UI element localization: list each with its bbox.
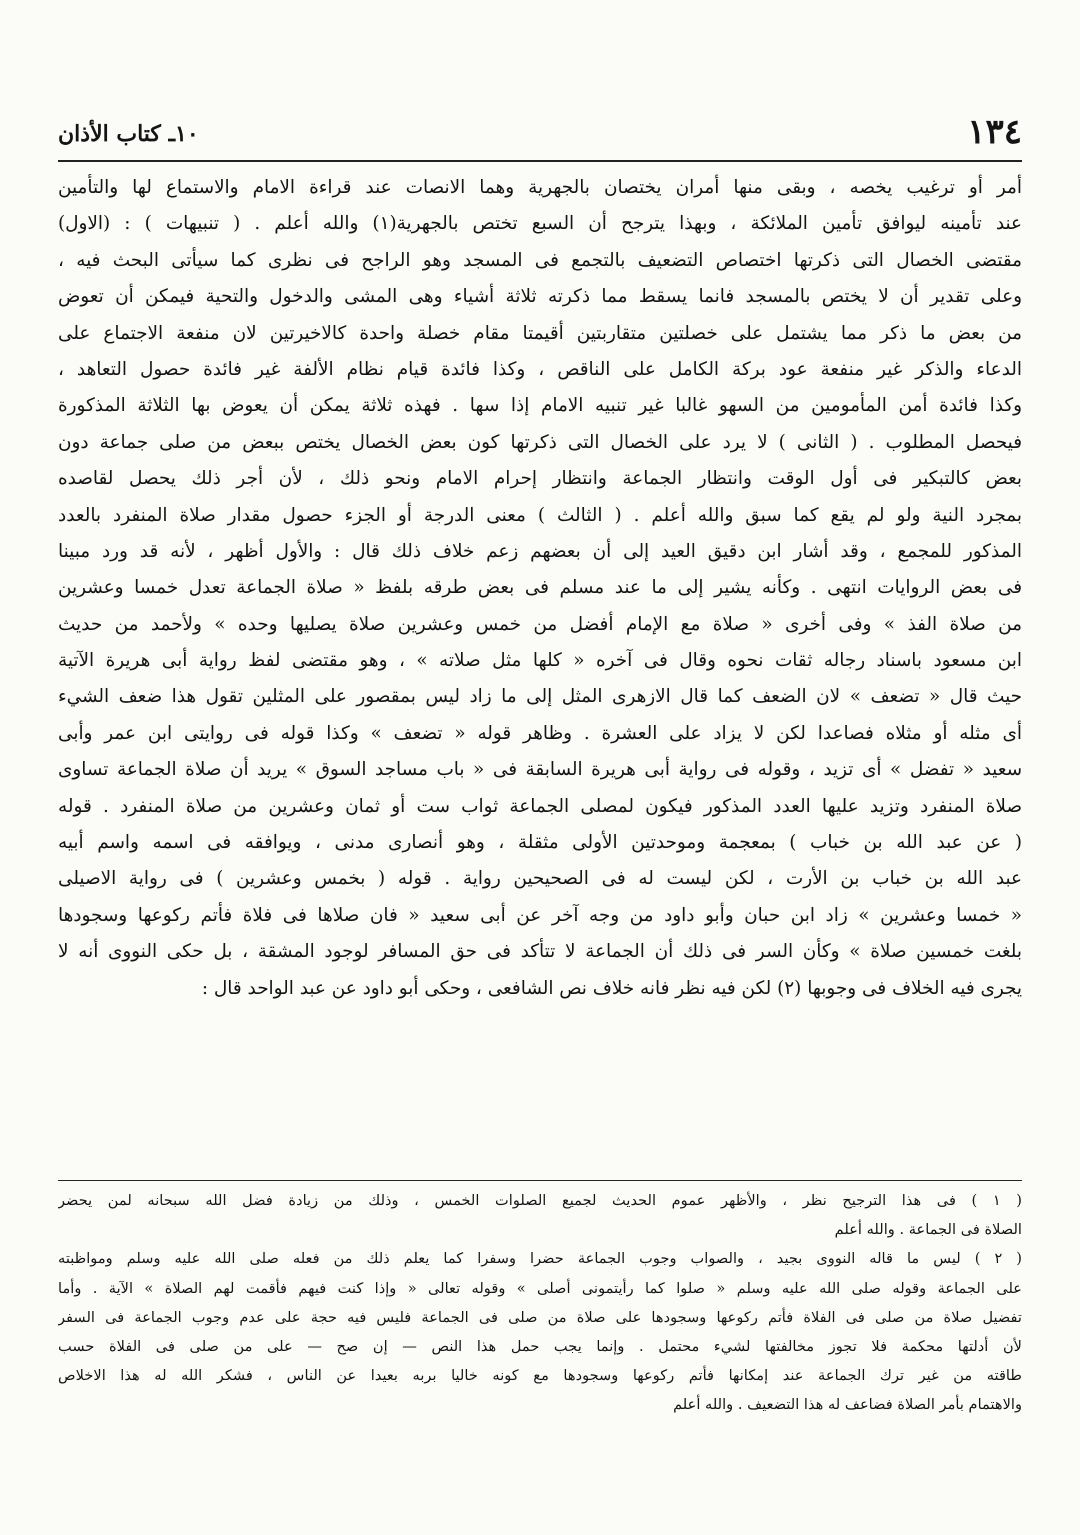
text-line: وعلى تقدير أن لا يختص بالمسجد فانما يسقط مما ذكرته ثلاثة أشياء وهى المشى والدخول والتحية فيمكن أن تعوض (58, 286, 1022, 308)
text-line: سعيد « تفضل » أى تزيد ، وقوله فى رواية أبى هريرة السابقة فى « باب مساجد السوق » يريد أن صلاة الجماعة تساوى (58, 759, 1022, 781)
text-line: أى مثله أو مثلاه فصاعدا لكن لا يزاد على العشرة . وظاهر قوله « تضعف » وكذا قوله فى روايتى ابن عمر وأبى (58, 722, 1022, 744)
text-line: أمر أو ترغيب يخصه ، وبقى منها أمران يختصان بالجهرية وهما الانصات عند قراءة الامام والاستماع لها والتأمين (58, 177, 1022, 198)
text-line: المذكور للمجمع ، وقد أشار ابن دقيق العيد إلى أن بعضهم زعم خلاف ذلك قال : والأول أظهر ، لأنه قد ورد مبينا (58, 540, 1022, 562)
text-line: صلاة المنفرد وتزيد عليها العدد المذكور فيكون لمصلى الجماعة ثواب ست أو ثمان وعشرين من صلاة المنفرد . قوله (58, 795, 1022, 817)
text-line: الدعاء والذكر غير منفعة عود بركة الكامل على الناقص ، وكذا فائدة قيام نظام الألفة غير فائدة حصول التعاهد ، (58, 358, 1022, 380)
footnote-line: على الجماعة وقوله صلى الله عليه وسلم « صلوا كما رأيتمونى أصلى » وقوله تعالى « وإذا كنت فيهم فأقمت لهم الصلاة » الآية . وأما (58, 1279, 1022, 1297)
text-line: بلغت خمسين صلاة » وكأن السر فى ذلك أن الجماعة لا تتأكد فى حق المسافر لوجود المشقة ، بل حكى النووى أنه لا (58, 941, 1022, 963)
text-line: يجرى فيه الخلاف فى وجوبها (٢) لكن فيه نظر فانه خلاف نص الشافعى ، وحكى أبو داود عن عبد الواحد قال : (201, 977, 1022, 999)
text-line: بمجرد النية ولو لم يقع كما سبق والله أعلم . ( الثالث ) معنى الدرجة أو الجزء حصول مقدار صلاة المنفرد بالعدد (58, 504, 1022, 526)
text-line: « خمسا وعشرين » زاد ابن حبان وأبو داود من وجه آخر عن أبى سعيد « فان صلاها فى فلاة فأتم ركوعها وسجودها (58, 904, 1022, 926)
footnote-line: تفضيل صلاة من صلى فى الفلاة فأتم ركوعها وسجودها على صلاة من صلى فى الجماعة فليس فيه حجة على عدم وجوب الجماعة فى السفر (58, 1308, 1022, 1326)
footnotes (58, 1186, 1022, 1420)
header-divider (58, 160, 1022, 162)
footnote-line: الصلاة فى الجماعة . والله أعلم (834, 1221, 1022, 1239)
text-line: من صلاة الفذ » وفى أخرى « صلاة مع الإمام أفضل من خمس وعشرين صلاة يصليها وحده » ولأحمد من حديث (58, 613, 1022, 635)
footnote-line: والاهتمام بأمر الصلاة فضاعف له هذا التضعيف . والله أعلم (673, 1396, 1022, 1414)
text-line: عبد الله بن خباب بن الأرت ، لكن ليست له فى الصحيحين رواية . قوله ( بخمس وعشرين ) فى رواية الاصيلى (58, 868, 1022, 890)
footnote-line: ( ٢ ) ليس ما قاله النووى بجيد ، والصواب وجوب الجماعة حضرا وسفرا كما يعلم ذلك من فعله صلى الله عليه وسلم ومواظبته (58, 1250, 1022, 1268)
running-title: ١٠ـ كتاب الأذان (58, 121, 199, 147)
text-line: بعض كالتبكير فى أول الوقت وانتظار الجماعة وانتظار إحرام الامام ونحو ذلك ، لأن أجر ذلك يحصل لقاصده (58, 468, 1022, 490)
footnote-line: لأن أدلتها محكمة فلا تجوز مخالفتها لشيء محتمل . وإنما يجب حمل هذا النص — إن صح — على من صلى فى الفلاة حسب (58, 1337, 1022, 1355)
text-line: وكذا فائدة أمن المأمومين من السهو غالبا غير تنبيه الامام إذا سها . فهذه ثلاثة يمكن أن يعوض بها الثلاثة المذكورة (58, 395, 1022, 417)
text-line: حيث قال « تضعف » لان الضعف كما قال الازهرى المثل إلى ما زاد ليس بمقصور على المثلين تقول هذا ضعف الشيء (58, 686, 1022, 708)
footnote-line: طاقته من غير ترك الجماعة عند إمكانها فأتم ركوعها وسجودها مع كونه خاليا بربه بعيدا عن الناس ، فشكر الله له هذا الاخلاص (58, 1367, 1022, 1385)
page-header (58, 110, 1022, 154)
text-line: ابن مسعود باسناد رجاله ثقات نحوه وقال فى آخره « كلها مثل صلاته » ، وهو مقتضى لفظ رواية أبى هريرة الآتية (58, 650, 1022, 672)
footnote-divider (58, 1180, 1022, 1181)
page-number: ١٣٤ (967, 112, 1022, 152)
text-line: من بعض ما ذكر مما يشتمل على خصلتين متقاربتين أقيمتا مقام خصلة واحدة كالاخيرتين لان منفعة الاجتماع على (58, 322, 1022, 344)
text-line: مقتضى الخصال التى ذكرتها اختصاص التضعيف بالتجمع فى المسجد وهو الراجح فى نظرى كما سيأتى البحث فيه ، (58, 249, 1022, 271)
text-line: عند تأمينه ليوافق تأمين الملائكة ، وبهذا يترجح أن السبع تختص بالجهرية(١) والله أعلم . ( تنبيهات ) : (الاول) (58, 213, 1022, 235)
text-line: فى بعض الروايات انتهى . وكأنه يشير إلى ما عند مسلم فى بعض طرقه بلفظ « صلاة الجماعة تعدل خمسا وعشرين (58, 577, 1022, 599)
main-text (58, 170, 1022, 1007)
text-line: فيحصل المطلوب . ( الثانى ) لا يرد على الخصال التى ذكرتها كون بعض الخصال يختص ببعض من صلى جماعة دون (58, 431, 1022, 453)
footnote-line: ( ١ ) فى هذا الترجيح نظر ، والأظهر عموم الحديث لجميع الصلوات الخمس ، وذلك من زيادة فضل الله سبحانه لمن يحضر (58, 1192, 1022, 1209)
text-line: ( عن عبد الله بن خباب ) بمعجمة وموحدتين الأولى مثقلة ، وهو أنصارى مدنى ، ويوافقه فى اسمه واسم أبيه (58, 832, 1022, 854)
